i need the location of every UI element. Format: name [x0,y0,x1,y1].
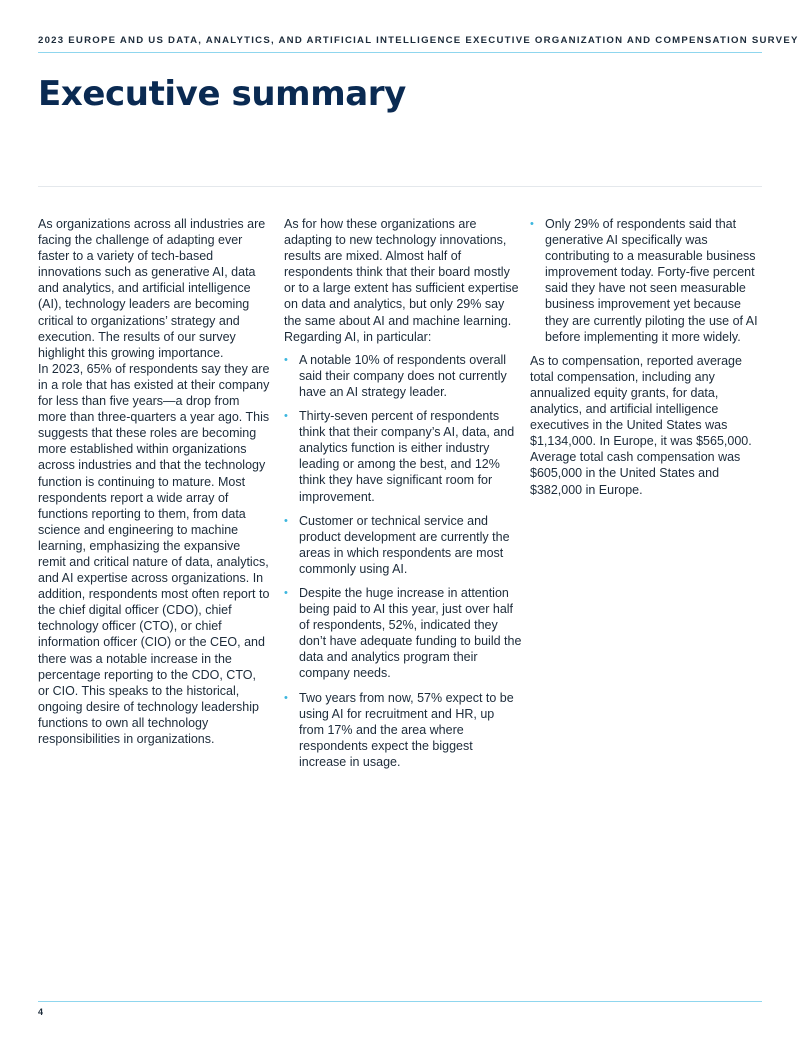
list-item-text: A notable 10% of respondents overall said their company does not currently have an AI strategy leader. [299,352,507,399]
intro-paragraph: As organizations across all industries are facing the challenge of adapting ever faster to a variety of tech-based innovations such as generative AI, data and analytics, and artificial intelligence (AI), technology leaders are becoming critical to organizations’ strategy and execution. The results of our survey highlight this growing importance. [38,217,266,360]
bullet-icon: • [284,410,288,423]
list-item [284,513,522,577]
page-number: 4 [38,1007,44,1017]
list-item [284,585,522,682]
list-item [284,352,522,400]
ai-adoption-paragraph: As for how these organizations are adapting to new technology innovations, results are mixed. Almost half of respondents think that their board mostly or to a large extent has sufficient expertise on data and analytics, but only 29% say the same about AI and machine learning. Regarding AI, in particular: [284,217,519,344]
page-title: Executive summary [38,74,406,114]
bullet-icon: • [284,514,288,527]
bullet-icon: • [284,691,288,704]
list-item [284,408,522,505]
column-3 [530,216,762,498]
column-2 [284,216,522,778]
bullet-icon: • [284,353,288,366]
column-1 [38,216,270,747]
header-divider [38,52,762,53]
list-item [530,216,762,345]
generative-ai-list [530,216,762,345]
section-divider [38,186,762,187]
list-item-text: Thirty-seven percent of respondents think that their company’s AI, data, and analytics function is either industry leading or among the best, and 12% think they have significant room for improvement. [299,409,515,504]
list-item-text: Customer or technical service and product development are currently the areas in which respondents are most commonly using AI. [299,513,510,576]
findings-paragraph: In 2023, 65% of respondents say they are in a role that has existed at their company for less than five years—a drop from more than three-quarters a year ago. This suggests that these roles are becoming more established within organizations across industries and that the technology function is continuing to mature. Most respondents report a wide array of functions reporting to them, from data science and engineering to machine learning, emphasizing the expansive remit and critical nature of data, analytics, and AI expertise across organizations. In addition, respondents most often report to the chief digital officer (CDO), chief technology officer (CTO), or chief information officer (CIO) or the CEO, and there was a notable increase in the percentage reporting to the CDO, CTO, or CIO. This speaks to the historical, ongoing desire of technology leadership functions to own all technology responsibilities in organizations. [38,361,270,746]
list-item-text: Despite the huge increase in attention being paid to AI this year, just over half of respondents, 52%, indicated they don’t have adequate funding to build the data and analytics program their company needs. [299,585,522,681]
ai-findings-list [284,352,522,770]
report-header-title: 2023 EUROPE AND US DATA, ANALYTICS, AND ARTIFICIAL INTELLIGENCE EXECUTIVE ORGANIZATION AND COMPENSATION SURVEY [38,35,799,46]
bullet-icon: • [530,218,534,230]
list-item [284,690,522,770]
footer-divider [38,1001,762,1002]
compensation-paragraph: As to compensation, reported average total compensation, including any annualized equity grants, for data, analytics, and artificial intelligence executives in the United States was $1,134,000. In Europe, it was $565,000. Average total cash compensation was $605,000 in the United States and $382,000 in Europe. [530,353,752,497]
list-item-text: Two years from now, 57% expect to be using AI for recruitment and HR, up from 17% and the area where respondents expect the biggest increase in usage. [299,690,514,769]
list-item-text: Only 29% of respondents said that generative AI specifically was contributing to a measurable business improvement today. Forty-five percent said they have not seen measurable business improvement yet because they are currently piloting the use of AI before implementing it more widely. [545,217,758,344]
bullet-icon: • [284,586,288,599]
